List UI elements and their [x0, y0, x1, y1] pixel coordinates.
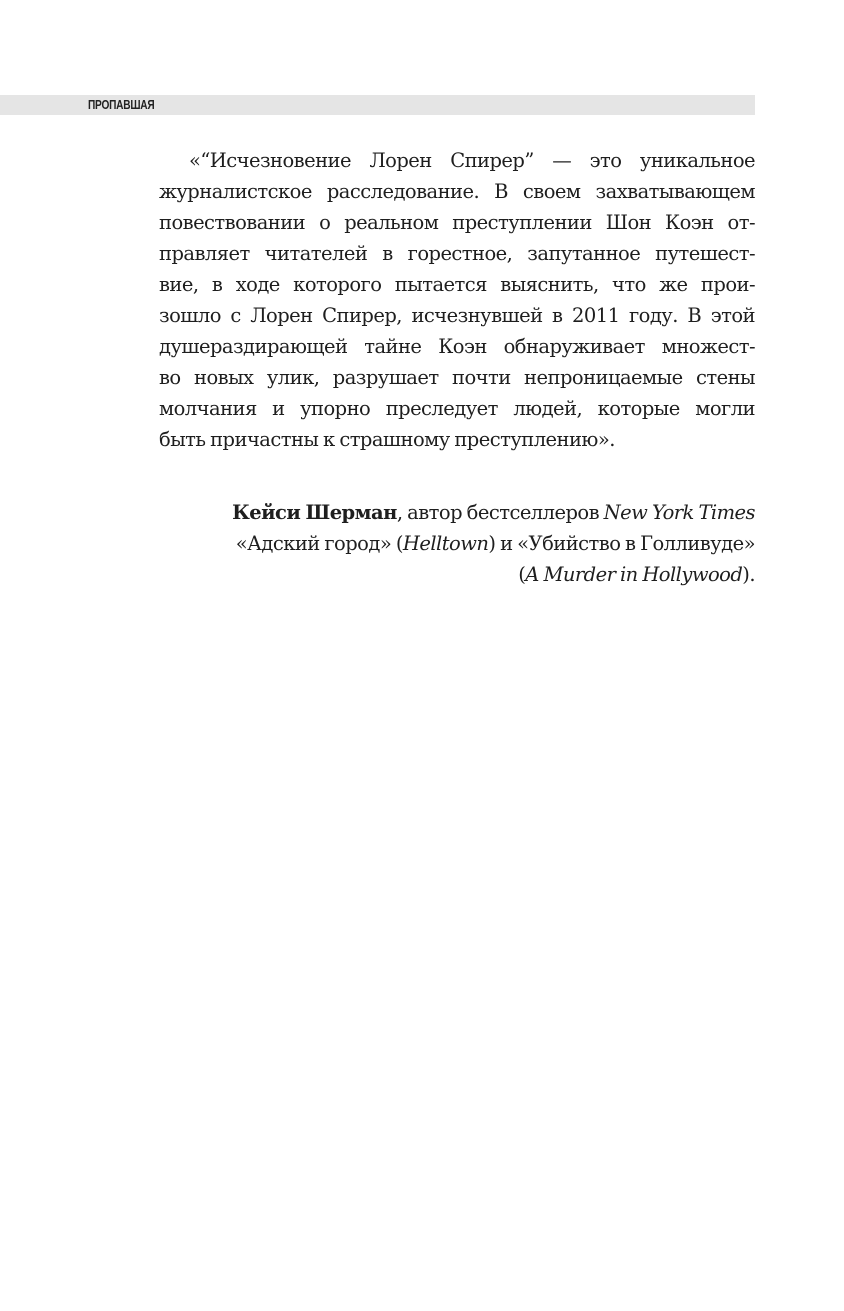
quote-line: «“Исчезновение Лорен Спирер” — это уникальное: [189, 149, 755, 172]
book-title-original: Helltown: [402, 532, 489, 555]
quote-line: молчания и упорно преследует людей, которые могли: [159, 397, 755, 420]
quote-line: повествовании о реальном преступлении Шон Коэн от-: [159, 211, 755, 234]
attribution-text: ) и «Убийство в Голливуде»: [488, 532, 755, 555]
book-title-original: A Murder in Hollywood: [525, 563, 743, 586]
quote-line: журналистское расследование. В своем захватывающем: [159, 180, 755, 203]
quote-line: зошло с Лорен Спирер, исчезнувшей в 2011 году. В этой: [159, 304, 755, 327]
blurb-quote: [159, 145, 755, 455]
quote-line: во новых улик, разрушает почти непроницаемые стены: [159, 366, 755, 389]
quote-line: вие, в ходе которого пытается выяснить, что же прои-: [159, 273, 755, 296]
attribution-text: ).: [742, 563, 755, 586]
attribution-text: , автор бестселлеров: [396, 501, 604, 524]
attribution-line-1: [159, 497, 755, 528]
quote-line: быть причастны к страшному преступлению».: [159, 428, 615, 451]
attribution: [159, 497, 755, 590]
quote-line: правляет читателей в горестное, запутанное путешест-: [159, 242, 755, 265]
attribution-line-2: [159, 528, 755, 559]
author-name: Кейси Шерман: [232, 501, 397, 524]
running-head: ПРОПАВШАЯ: [88, 97, 155, 112]
publication-name: New York Times: [603, 501, 755, 524]
quote-line: душераздирающей тайне Коэн обнаруживает множест-: [159, 335, 755, 358]
attribution-line-3: [159, 559, 755, 590]
attribution-text: «Адский город» (: [235, 532, 403, 555]
attribution-text: (: [518, 563, 526, 586]
